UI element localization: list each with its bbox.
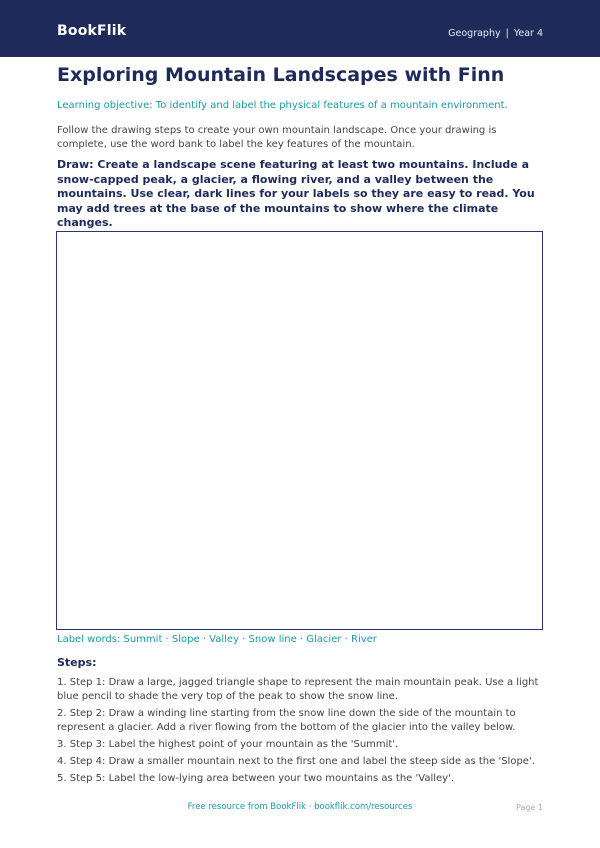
draw-prompt: Draw: Create a landscape scene featuring at least two mountains. Include a snow-capped peak, a glacier, a flowing river, and a valley between the mountains. Use clear, dark lines for your labels so they are easy to read. You may add trees at the base of the mountains to show where the climate changes. xyxy=(57,158,535,229)
year-label: Year 4 xyxy=(513,28,543,39)
step-item: 3. Step 3: Label the highest point of your mountain as the 'Summit'. xyxy=(57,739,399,750)
drawing-area[interactable] xyxy=(56,231,543,630)
step-item: 2. Step 2: Draw a winding line starting from the snow line down the side of the mountain to represent a glacier. Add a river flowing from the bottom of the glacier into the valley below. xyxy=(57,708,516,733)
subject-year xyxy=(448,28,543,39)
intro-paragraph: Follow the drawing steps to create your own mountain landscape. Once your drawing is complete, use the word bank to label the key features of the mountain. xyxy=(57,125,497,150)
subject-label: Geography xyxy=(448,28,501,39)
label-word-bank: Label words: Summit · Slope · Valley · Snow line · Glacier · River xyxy=(57,634,377,645)
page-number: Page 1 xyxy=(516,803,543,812)
brand-logo: BookFlik xyxy=(57,23,127,39)
learning-objective: Learning objective: To identify and label the physical features of a mountain environment. xyxy=(57,100,508,111)
page-title: Exploring Mountain Landscapes with Finn xyxy=(57,64,505,86)
step-item: 4. Step 4: Draw a smaller mountain next to the first one and label the steep side as the 'Slope'. xyxy=(57,756,535,767)
step-item: 5. Step 5: Label the low-lying area between your two mountains as the 'Valley'. xyxy=(57,773,454,784)
page-header xyxy=(0,0,600,57)
subject-separator: | xyxy=(505,28,509,39)
footer-credit: Free resource from BookFlik · bookflik.com/resources xyxy=(187,802,413,812)
step-item: 1. Step 1: Draw a large, jagged triangle shape to represent the main mountain peak. Use a light blue pencil to shade the very top of the peak to show the snow line. xyxy=(57,677,539,702)
steps-list xyxy=(57,676,547,789)
steps-heading: Steps: xyxy=(57,656,97,669)
